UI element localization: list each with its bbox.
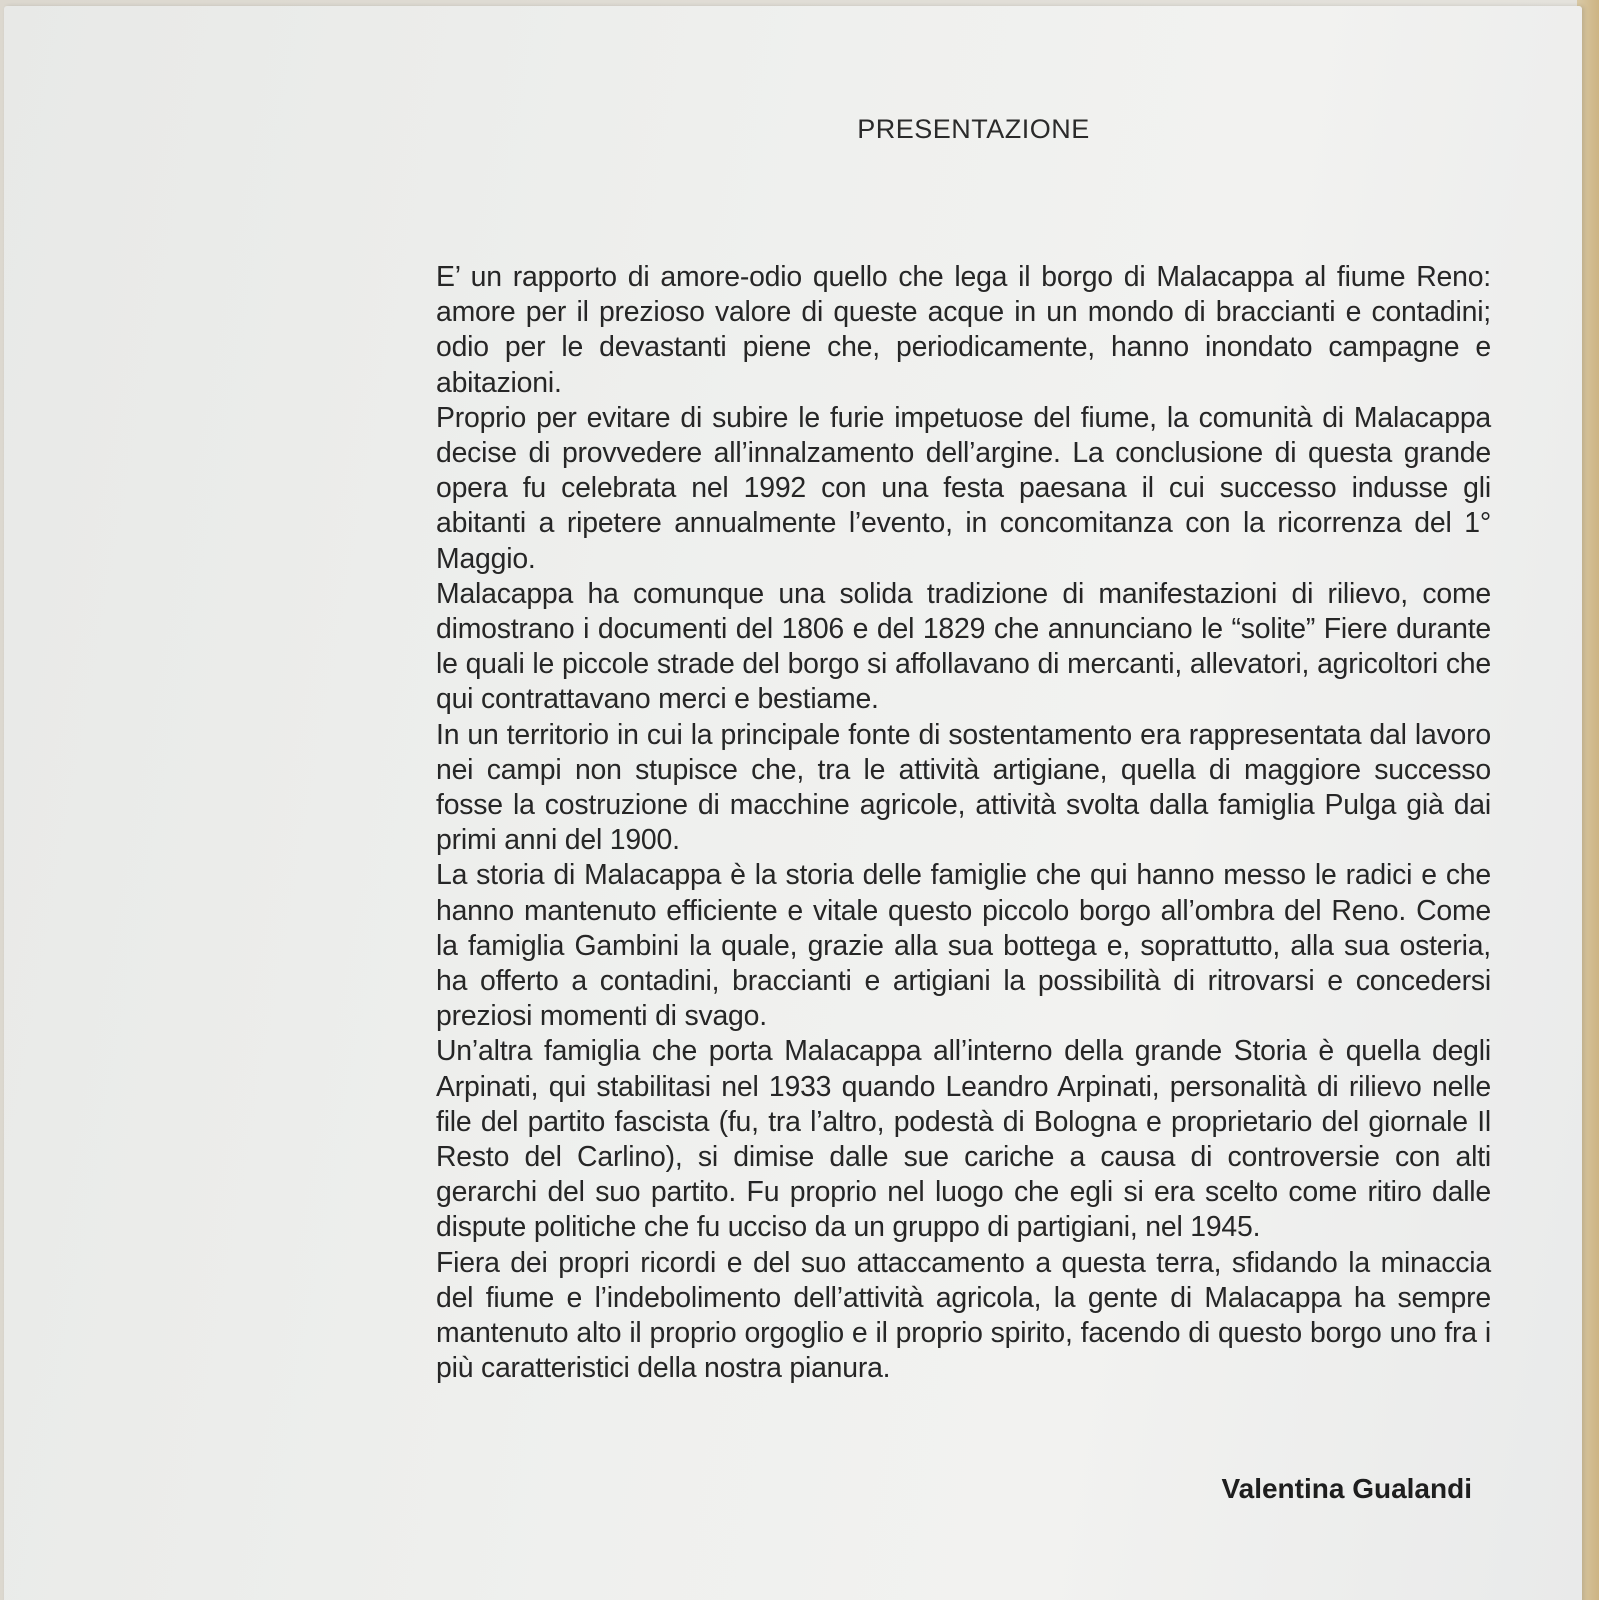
paragraph: E’ un rapporto di amore-odio quello che lega il borgo di Malacappa al fiume Reno: amore per il prezioso valore di queste acque in un mondo di braccianti e contadini; odio per le devastanti piene che, periodicamente, hanno inondato campagne e abitazioni. <box>436 261 1491 399</box>
page-title: PRESENTAZIONE <box>857 114 1090 144</box>
paragraph: Proprio per evitare di subire le furie impetuose del fiume, la comunità di Malacappa decise di provvedere all’innalzamento dell’argine. La conclusione di questa grande opera fu celebrata nel 1992 con una festa paesana il cui successo indusse gli abitanti a ripetere annualmente l’evento, in concomitanza con la ricorrenza del 1° Maggio. <box>436 401 1491 575</box>
paragraph: In un territorio in cui la principale fonte di sostentamento era rappresentata dal lavoro nei campi non stupisce che, tra le attività artigiane, quella di maggiore successo fosse la costruzione di macchine agricole, attività svolta dalla famiglia Pulga già dai primi anni del 1900. <box>436 718 1491 857</box>
paragraph: Fiera dei propri ricordi e del suo attaccamento a questa terra, sfidando la minaccia del fiume e l’indebolimento dell’attività agricola, la gente di Malacappa ha sempre mantenuto alto il proprio orgoglio e il proprio spirito, facendo di questo borgo uno fra i più caratteristici della nostra pianura. <box>436 1246 1491 1385</box>
paragraph: Un’altra famiglia che porta Malacappa all’interno della grande Storia è quella degli Arpinati, qui stabilitasi nel 1933 quando Leandro Arpinati, personalità di rilievo nelle file del partito fascista (fu, tra l’altro, podestà di Bologna e proprietario del giornale Il Resto del Carlino), si dimise dalle sue cariche a causa di controversie con alti gerarchi del suo partito. Fu proprio nel luogo che egli si era scelto come ritiro dalle dispute politiche che fu ucciso da un gruppo di partigiani, nel 1945. <box>436 1035 1491 1244</box>
document-page <box>4 6 1582 1600</box>
paragraph: La storia di Malacappa è la storia delle famiglie che qui hanno messo le radici e che hanno mantenuto efficiente e vitale questo piccolo borgo all’ombra del Reno. Come la famiglia Gambini la quale, grazie alla sua bottega e, soprattutto, alla sua osteria, ha offerto a contadini, braccianti e artigiani la possibilità di ritrovarsi e concedersi preziosi momenti di svago. <box>436 859 1491 1033</box>
paragraph: Malacappa ha comunque una solida tradizione di manifestazioni di rilievo, come dimostrano i documenti del 1806 e del 1829 che annunciano le “solite” Fiere durante le quali le piccole strade del borgo si affollavano di mercanti, allevatori, agricoltori che qui contrattavano merci e bestiame. <box>436 577 1491 716</box>
author-signature: Valentina Gualandi <box>1221 1473 1472 1504</box>
body-text <box>436 260 1491 1387</box>
